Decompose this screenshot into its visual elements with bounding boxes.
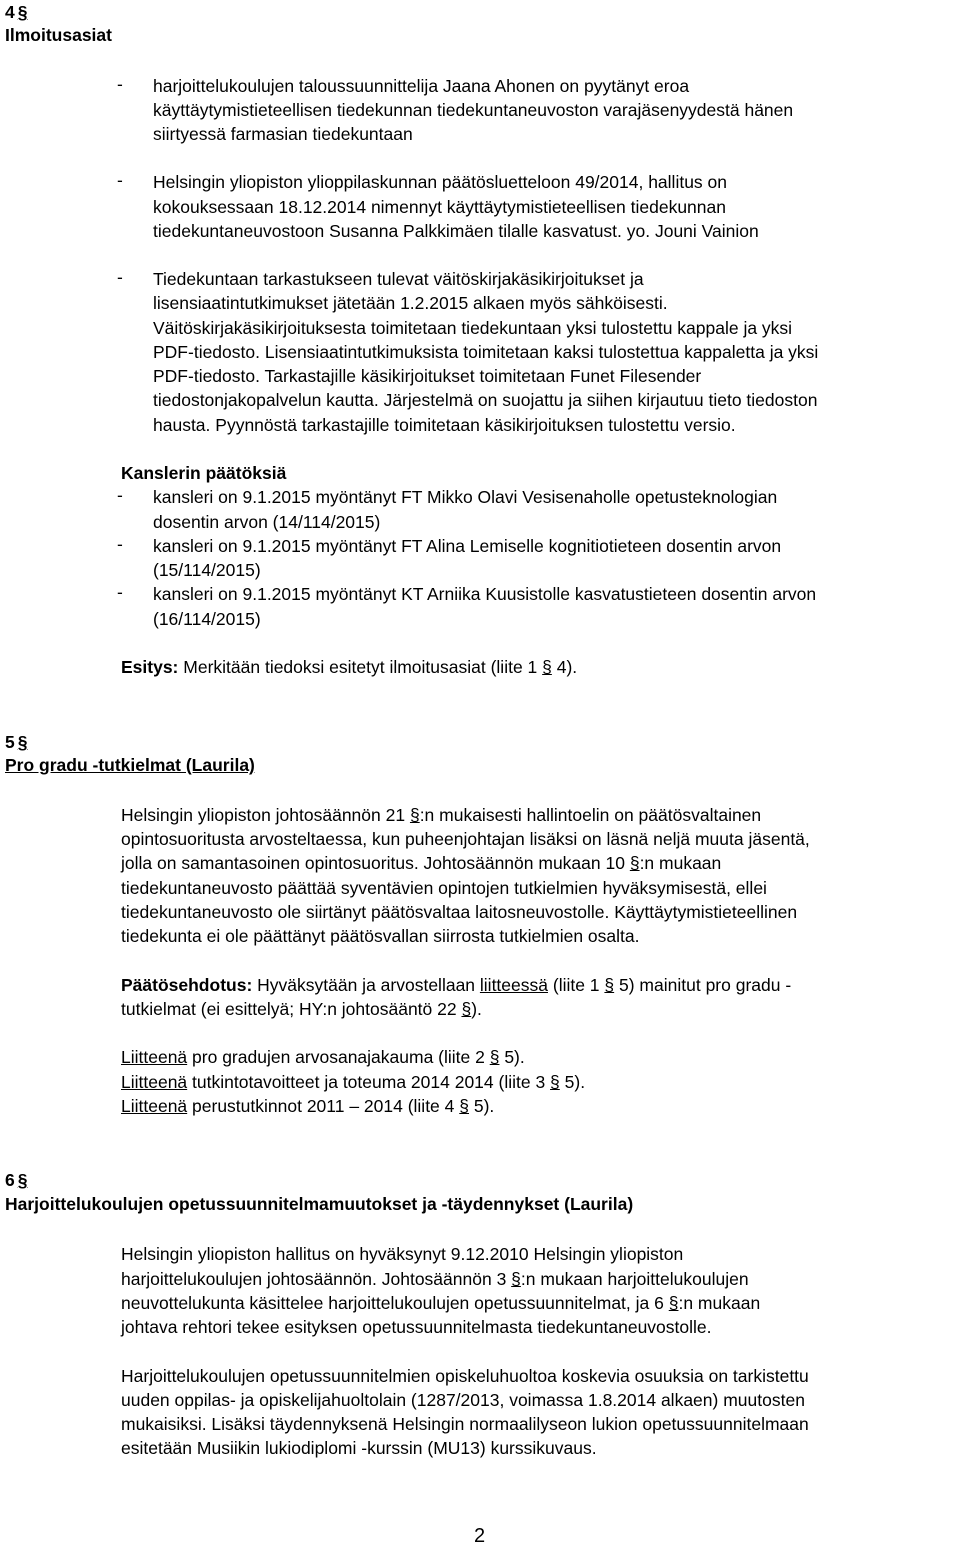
section-6-number: [5, 1170, 27, 1191]
kansleri-line: (16/114/2015): [153, 609, 261, 629]
bullet-line: tiedostonjakopalvelun kautta. Järjestelmä on suojattu ja siihen kirjautuu tieto tiedoston: [153, 390, 818, 410]
attachment-link[interactable]: Liitteenä: [121, 1072, 188, 1092]
section-5-title: Pro gradu -tutkielmat (Laurila): [5, 755, 255, 775]
bullet-dash: -: [117, 485, 123, 505]
para-line: johtava rehtori tekee esityksen opetussuunnitelmasta tiedekuntaneuvostolle.: [121, 1317, 712, 1337]
text: 5).: [469, 1096, 495, 1116]
text: :n mukaisesti hallintoelin on päätösvaltainen: [419, 805, 762, 825]
page-number: 2: [474, 1525, 486, 1547]
kansleri-line: kansleri on 9.1.2015 myöntänyt FT Mikko Olavi Vesisenaholle opetusteknologian: [153, 487, 778, 507]
proposal-line: [121, 997, 482, 1021]
text: :n mukaan: [678, 1293, 761, 1313]
section-sign: §: [604, 975, 615, 995]
proposal-line: [121, 973, 791, 997]
bullet-dash: -: [117, 267, 123, 287]
bullet-line: Helsingin yliopiston ylioppilaskunnan päätösluetteloon 49/2014, hallitus on: [153, 172, 728, 192]
text: 5).: [499, 1047, 525, 1067]
bullet-line: kokouksessaan 18.12.2014 nimennyt käyttäytymistieteellisen tiedekunnan: [153, 197, 726, 217]
text: perustutkinnot 2011 – 2014 (liite 4: [187, 1096, 460, 1116]
section-sign: §: [461, 999, 472, 1019]
text: pro gradujen arvosanajakauma (liite 2: [187, 1047, 490, 1067]
section-sign: §: [489, 1047, 500, 1067]
section-number-text: 6: [5, 1170, 15, 1190]
section-4-title: Ilmoitusasiat: [5, 25, 112, 45]
para-line: tiedekunta ei ole päättänyt päätösvallan siirrosta tutkielmien osalta.: [121, 926, 640, 946]
section-sign: §: [542, 657, 552, 677]
section-sign: §: [17, 1170, 28, 1190]
bullet-dash: -: [117, 170, 123, 190]
text: Hyväksytään ja arvostellaan: [252, 975, 480, 995]
para-line: [121, 1291, 760, 1315]
section-sign: §: [409, 805, 420, 825]
section-sign: §: [459, 1096, 469, 1116]
text: Helsingin yliopiston johtosäännön 21: [121, 805, 410, 825]
bullet-line: Tiedekuntaan tarkastukseen tulevat väitöskirjakäsikirjoitukset ja: [153, 269, 644, 289]
esitys-label: Esitys:: [121, 657, 179, 677]
section-sign: §: [17, 2, 28, 22]
bullet-line: harjoittelukoulujen taloussuunnittelija Jaana Ahonen on pyytänyt eroa: [153, 76, 690, 96]
text: tutkintotavoitteet ja toteuma 2014 2014 (liite 3: [187, 1072, 551, 1092]
text: (liite 1: [548, 975, 605, 995]
bullet-dash: -: [117, 534, 123, 554]
para-line: tiedekuntaneuvosto päättää syventävien opintojen tutkielmien hyväksymisestä, ellei: [121, 878, 767, 898]
bullet-line: PDF-tiedosto. Lisensiaatintutkimuksista toimitetaan kaksi tulostettua kappaletta ja yksi: [153, 342, 819, 362]
proposal-label: Päätösehdotus:: [121, 975, 253, 995]
para-line: Harjoittelukoulujen opetussuunnitelmien opiskeluhuoltoa koskevia osuuksia on tarkistettu: [121, 1366, 809, 1386]
bullet-line: hausta. Pyynnöstä tarkastajille toimitetaan käsikirjoituksen tulostettu versio.: [153, 415, 736, 435]
bullet-line: tiedekuntaneuvostoon Susanna Palkkimäen tilalle kasvatust. yo. Jouni Vainion: [153, 221, 759, 241]
kansleri-line: (15/114/2015): [153, 560, 261, 580]
kansleri-heading: Kanslerin päätöksiä: [121, 463, 287, 483]
para-line: uuden oppilas- ja opiskelijahuoltolain (1287/2013, voimassa 1.8.2014 alkaen) muutosten: [121, 1390, 805, 1410]
esitys-line: [121, 655, 577, 679]
bullet-line: lisensiaatintutkimukset jätetään 1.2.2015 alkaen myös sähköisesti.: [153, 293, 668, 313]
section-sign: §: [550, 1072, 560, 1092]
para-line: [121, 1267, 749, 1291]
bullet-line: käyttäytymistieteellisen tiedekunnan tiedekuntaneuvoston varajäsenyydestä hänen: [153, 100, 794, 120]
bullet-line: siirtyessä farmasian tiedekuntaan: [153, 124, 413, 144]
text: ).: [471, 999, 482, 1019]
esitys-end: 4).: [551, 657, 578, 677]
attachment-line: [121, 1070, 585, 1094]
liitteessa-link[interactable]: liitteessä: [479, 975, 548, 995]
bullet-line: Väitöskirjakäsikirjoituksesta toimitetaan tiedekuntaan yksi tulostettu kappale ja yksi: [153, 318, 793, 338]
attachment-line: [121, 1045, 525, 1069]
section-4-number: [5, 2, 27, 23]
section-sign: §: [668, 1293, 679, 1313]
attachment-link[interactable]: Liitteenä: [121, 1047, 188, 1067]
esitys-text: Merkitään tiedoksi esitetyt ilmoitusasiat (liite 1: [178, 657, 543, 677]
kansleri-line: kansleri on 9.1.2015 myöntänyt KT Arniika Kuusistolle kasvatustieteen dosentin arvon: [153, 584, 817, 604]
text: neuvottelukunta käsittelee harjoittelukoulujen opetussuunnitelmat, ja 6: [121, 1293, 669, 1313]
para-line: tiedekuntaneuvosto ole siirtänyt päätösvaltaa laitosneuvostolle. Käyttäytymistieteellinen: [121, 902, 798, 922]
para-line: Helsingin yliopiston hallitus on hyväksynyt 9.12.2010 Helsingin yliopiston: [121, 1244, 684, 1264]
attachment-link[interactable]: Liitteenä: [121, 1096, 188, 1116]
bullet-line: PDF-tiedosto. Tarkastajille käsikirjoitukset toimitetaan Funet Filesender: [153, 366, 702, 386]
text: 5).: [559, 1072, 586, 1092]
para-line: mukaisiksi. Lisäksi täydennyksenä Helsingin normaalilyseon lukion opetussuunnitelmaan: [121, 1414, 809, 1434]
section-number-text: 5: [5, 732, 15, 752]
text: 5) mainitut pro gradu -: [614, 975, 792, 995]
attachment-line: [121, 1094, 494, 1118]
text: tutkielmat (ei esittelyä; HY:n johtosääntö 22: [121, 999, 462, 1019]
section-sign: §: [17, 732, 28, 752]
para-line: esitetään Musiikin lukiodiplomi -kurssin (MU13) kurssikuvaus.: [121, 1438, 597, 1458]
para-line: [121, 851, 721, 875]
kansleri-line: kansleri on 9.1.2015 myöntänyt FT Alina Lemiselle kognitiotieteen dosentin arvon: [153, 536, 782, 556]
section-6-title: Harjoittelukoulujen opetussuunnitelmamuutokset ja -täydennykset (Laurila): [5, 1194, 634, 1214]
text: harjoittelukoulujen johtosäännön. Johtosäännön 3: [121, 1269, 512, 1289]
para-line: [121, 803, 761, 827]
section-sign: §: [511, 1269, 521, 1289]
section-number-text: 4: [5, 2, 15, 22]
section-5-number: [5, 732, 27, 753]
kansleri-line: dosentin arvon (14/114/2015): [153, 512, 381, 532]
para-line: opintosuoritusta arvosteltaessa, kun puheenjohtajan lisäksi on läsnä neljä muuta jäsentä,: [121, 829, 810, 849]
bullet-dash: -: [117, 74, 123, 94]
section-sign: §: [629, 853, 640, 873]
bullet-dash: -: [117, 582, 123, 602]
text: :n mukaan: [639, 853, 722, 873]
text: :n mukaan harjoittelukoulujen: [520, 1269, 749, 1289]
text: jolla on samantasoinen opintosuoritus. Johtosäännön mukaan 10: [121, 853, 630, 873]
